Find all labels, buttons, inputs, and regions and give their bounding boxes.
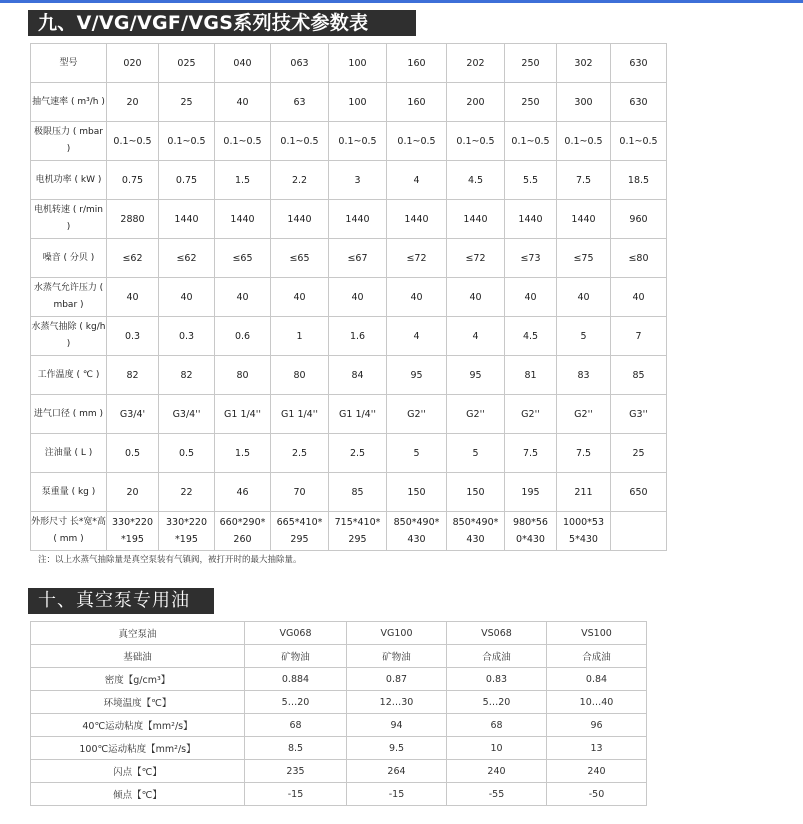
spec-cell: 7.5 bbox=[557, 161, 611, 200]
spec-cell: 630 bbox=[611, 44, 667, 83]
spec-cell: 0.1~0.5 bbox=[505, 122, 557, 161]
spec-cell: 81 bbox=[505, 356, 557, 395]
spec-cell: G3/4'' bbox=[159, 395, 215, 434]
spec-row-label: 工作温度 ( ℃ ) bbox=[31, 356, 107, 395]
spec-cell: 84 bbox=[329, 356, 387, 395]
oil-cell: 0.884 bbox=[245, 668, 347, 691]
spec-cell: 20 bbox=[107, 473, 159, 512]
spec-cell: 20 bbox=[107, 83, 159, 122]
oil-cell: -15 bbox=[347, 783, 447, 806]
spec-cell: 0.1~0.5 bbox=[611, 122, 667, 161]
spec-cell: 0.5 bbox=[159, 434, 215, 473]
spec-cell: 40 bbox=[215, 83, 271, 122]
oil-cell: VS100 bbox=[547, 622, 647, 645]
spec-row bbox=[31, 122, 667, 161]
spec-cell: 250 bbox=[505, 83, 557, 122]
spec-cell: 960 bbox=[611, 200, 667, 239]
oil-row-label: 40℃运动粘度【mm²/s】 bbox=[31, 714, 245, 737]
spec-cell: 83 bbox=[557, 356, 611, 395]
spec-row bbox=[31, 317, 667, 356]
oil-row-label: 环境温度【℃】 bbox=[31, 691, 245, 714]
oil-row-label: 基础油 bbox=[31, 645, 245, 668]
spec-row bbox=[31, 395, 667, 434]
spec-cell: 0.5 bbox=[107, 434, 159, 473]
spec-cell: 82 bbox=[159, 356, 215, 395]
section-title-specs: 九、V/VG/VGF/VGS系列技术参数表 bbox=[28, 10, 416, 36]
spec-cell: 160 bbox=[387, 83, 447, 122]
oil-row bbox=[31, 645, 647, 668]
spec-cell: 4.5 bbox=[505, 317, 557, 356]
spec-cell: 82 bbox=[107, 356, 159, 395]
spec-cell: 40 bbox=[557, 278, 611, 317]
spec-cell: 2.5 bbox=[271, 434, 329, 473]
spec-cell: 4 bbox=[447, 317, 505, 356]
spec-cell: G1 1/4'' bbox=[271, 395, 329, 434]
spec-cell: 040 bbox=[215, 44, 271, 83]
oil-cell: 68 bbox=[447, 714, 547, 737]
oil-row bbox=[31, 737, 647, 760]
spec-cell: 40 bbox=[159, 278, 215, 317]
spec-cell: 0.3 bbox=[159, 317, 215, 356]
spec-cell: ≤73 bbox=[505, 239, 557, 278]
oil-cell: 合成油 bbox=[547, 645, 647, 668]
spec-cell: 1440 bbox=[271, 200, 329, 239]
spec-cell: 200 bbox=[447, 83, 505, 122]
spec-cell: 0.75 bbox=[159, 161, 215, 200]
spec-cell: 63 bbox=[271, 83, 329, 122]
spec-row bbox=[31, 512, 667, 551]
oil-cell: 68 bbox=[245, 714, 347, 737]
oil-cell: 94 bbox=[347, 714, 447, 737]
spec-cell: 0.1~0.5 bbox=[215, 122, 271, 161]
spec-row-label: 水蒸气允许压力 ( mbar ) bbox=[31, 278, 107, 317]
spec-row-label: 噪音 ( 分贝 ) bbox=[31, 239, 107, 278]
spec-cell: 850*490* 430 bbox=[447, 512, 505, 551]
oil-cell: 240 bbox=[547, 760, 647, 783]
spec-cell: 85 bbox=[329, 473, 387, 512]
spec-cell: 85 bbox=[611, 356, 667, 395]
spec-cell: 330*220 *195 bbox=[159, 512, 215, 551]
spec-cell: G1 1/4'' bbox=[329, 395, 387, 434]
spec-cell: 7.5 bbox=[557, 434, 611, 473]
oil-row bbox=[31, 760, 647, 783]
spec-cell: ≤65 bbox=[215, 239, 271, 278]
spec-cell: 660*290* 260 bbox=[215, 512, 271, 551]
oil-cell: -15 bbox=[245, 783, 347, 806]
spec-cell: 5 bbox=[557, 317, 611, 356]
spec-cell: ≤80 bbox=[611, 239, 667, 278]
spec-row-label: 水蒸气抽除 ( kg/h ) bbox=[31, 317, 107, 356]
spec-cell: 95 bbox=[447, 356, 505, 395]
spec-cell: 40 bbox=[505, 278, 557, 317]
spec-cell: 1.5 bbox=[215, 434, 271, 473]
oil-row bbox=[31, 691, 647, 714]
spec-cell: ≤75 bbox=[557, 239, 611, 278]
spec-cell: G2'' bbox=[387, 395, 447, 434]
oil-cell: 10 bbox=[447, 737, 547, 760]
spec-row bbox=[31, 473, 667, 512]
spec-cell: 1440 bbox=[505, 200, 557, 239]
spec-cell: 1000*53 5*430 bbox=[557, 512, 611, 551]
spec-cell: 211 bbox=[557, 473, 611, 512]
spec-cell: 4.5 bbox=[447, 161, 505, 200]
spec-cell: 0.3 bbox=[107, 317, 159, 356]
spec-cell: 715*410* 295 bbox=[329, 512, 387, 551]
spec-cell: 5.5 bbox=[505, 161, 557, 200]
spec-row-label: 泵重量 ( kg ) bbox=[31, 473, 107, 512]
spec-cell: 25 bbox=[611, 434, 667, 473]
spec-cell: 020 bbox=[107, 44, 159, 83]
oil-cell: VG100 bbox=[347, 622, 447, 645]
spec-cell: G2'' bbox=[447, 395, 505, 434]
spec-cell: G2'' bbox=[505, 395, 557, 434]
oil-cell: 235 bbox=[245, 760, 347, 783]
spec-cell: 665*410* 295 bbox=[271, 512, 329, 551]
spec-cell: 302 bbox=[557, 44, 611, 83]
spec-cell: 1440 bbox=[215, 200, 271, 239]
spec-row bbox=[31, 434, 667, 473]
spec-row bbox=[31, 278, 667, 317]
spec-cell: 0.1~0.5 bbox=[107, 122, 159, 161]
oil-row-label: 闪点【℃】 bbox=[31, 760, 245, 783]
spec-cell: 40 bbox=[387, 278, 447, 317]
spec-cell: ≤62 bbox=[107, 239, 159, 278]
spec-cell: 1440 bbox=[387, 200, 447, 239]
oil-row-label: 真空泵油 bbox=[31, 622, 245, 645]
spec-row-label: 进气口径 ( mm ) bbox=[31, 395, 107, 434]
spec-cell: ≤72 bbox=[447, 239, 505, 278]
spec-row-label: 极限压力 ( mbar ) bbox=[31, 122, 107, 161]
oil-cell: 5…20 bbox=[447, 691, 547, 714]
spec-cell: 22 bbox=[159, 473, 215, 512]
spec-cell: 0.1~0.5 bbox=[329, 122, 387, 161]
oil-cell: 0.84 bbox=[547, 668, 647, 691]
spec-cell: 850*490* 430 bbox=[387, 512, 447, 551]
spec-cell: 40 bbox=[107, 278, 159, 317]
spec-row bbox=[31, 200, 667, 239]
spec-cell: 5 bbox=[387, 434, 447, 473]
spec-row-label: 电机转速 ( r/min ) bbox=[31, 200, 107, 239]
spec-cell: 150 bbox=[447, 473, 505, 512]
spec-cell: 025 bbox=[159, 44, 215, 83]
spec-cell: 1440 bbox=[329, 200, 387, 239]
spec-cell: ≤62 bbox=[159, 239, 215, 278]
spec-cell: 100 bbox=[329, 83, 387, 122]
spec-table bbox=[30, 43, 667, 551]
spec-cell: 2.2 bbox=[271, 161, 329, 200]
oil-cell: VS068 bbox=[447, 622, 547, 645]
spec-cell: 4 bbox=[387, 161, 447, 200]
oil-cell: 矿物油 bbox=[245, 645, 347, 668]
spec-cell: 202 bbox=[447, 44, 505, 83]
spec-cell: 7 bbox=[611, 317, 667, 356]
spec-cell: 80 bbox=[271, 356, 329, 395]
spec-cell: ≤65 bbox=[271, 239, 329, 278]
spec-cell: 70 bbox=[271, 473, 329, 512]
oil-row bbox=[31, 714, 647, 737]
oil-row-label: 100℃运动粘度【mm²/s】 bbox=[31, 737, 245, 760]
spec-cell: 0.1~0.5 bbox=[447, 122, 505, 161]
spec-cell: 1 bbox=[271, 317, 329, 356]
footnote: 注：以上水蒸气抽除量是真空泵装有气镇阀，被打开时的最大抽除量。 bbox=[38, 555, 302, 565]
spec-cell: 18.5 bbox=[611, 161, 667, 200]
spec-row-label: 型号 bbox=[31, 44, 107, 83]
spec-row bbox=[31, 356, 667, 395]
oil-cell: 264 bbox=[347, 760, 447, 783]
spec-cell: 95 bbox=[387, 356, 447, 395]
spec-cell: 4 bbox=[387, 317, 447, 356]
spec-cell: 1.6 bbox=[329, 317, 387, 356]
oil-row-label: 密度【g/cm³】 bbox=[31, 668, 245, 691]
spec-cell: 2.5 bbox=[329, 434, 387, 473]
spec-row bbox=[31, 239, 667, 278]
oil-cell: 12…30 bbox=[347, 691, 447, 714]
oil-cell: 13 bbox=[547, 737, 647, 760]
oil-cell: 矿物油 bbox=[347, 645, 447, 668]
spec-cell: 40 bbox=[447, 278, 505, 317]
spec-row bbox=[31, 161, 667, 200]
oil-cell: 0.83 bbox=[447, 668, 547, 691]
oil-table bbox=[30, 621, 647, 806]
oil-row bbox=[31, 622, 647, 645]
section-title-oil: 十、真空泵专用油 bbox=[28, 588, 214, 614]
spec-cell: ≤72 bbox=[387, 239, 447, 278]
spec-cell: 0.1~0.5 bbox=[271, 122, 329, 161]
spec-row-label: 抽气速率 ( m³/h ) bbox=[31, 83, 107, 122]
spec-cell: G2'' bbox=[557, 395, 611, 434]
spec-cell: 40 bbox=[215, 278, 271, 317]
oil-cell: 8.5 bbox=[245, 737, 347, 760]
spec-cell: 2880 bbox=[107, 200, 159, 239]
oil-row bbox=[31, 783, 647, 806]
oil-row-label: 倾点【℃】 bbox=[31, 783, 245, 806]
spec-cell: 330*220 *195 bbox=[107, 512, 159, 551]
spec-row-label: 注油量 ( L ) bbox=[31, 434, 107, 473]
spec-cell: 0.1~0.5 bbox=[159, 122, 215, 161]
spec-cell: 40 bbox=[271, 278, 329, 317]
spec-cell: ≤67 bbox=[329, 239, 387, 278]
spec-cell: G3/4' bbox=[107, 395, 159, 434]
oil-cell: 合成油 bbox=[447, 645, 547, 668]
spec-cell: G3'' bbox=[611, 395, 667, 434]
spec-cell: 25 bbox=[159, 83, 215, 122]
spec-cell: 0.1~0.5 bbox=[387, 122, 447, 161]
spec-cell: 195 bbox=[505, 473, 557, 512]
oil-cell: 9.5 bbox=[347, 737, 447, 760]
spec-cell: 5 bbox=[447, 434, 505, 473]
spec-cell: 1440 bbox=[159, 200, 215, 239]
top-accent-rule bbox=[0, 0, 803, 3]
spec-cell: 300 bbox=[557, 83, 611, 122]
spec-row bbox=[31, 83, 667, 122]
spec-cell: 1440 bbox=[447, 200, 505, 239]
spec-cell: 063 bbox=[271, 44, 329, 83]
oil-cell: 240 bbox=[447, 760, 547, 783]
spec-cell bbox=[611, 512, 667, 551]
spec-cell: G1 1/4'' bbox=[215, 395, 271, 434]
spec-cell: 3 bbox=[329, 161, 387, 200]
oil-cell: -55 bbox=[447, 783, 547, 806]
spec-row-label: 电机功率 ( kW ) bbox=[31, 161, 107, 200]
spec-row bbox=[31, 44, 667, 83]
spec-cell: 150 bbox=[387, 473, 447, 512]
spec-cell: 40 bbox=[329, 278, 387, 317]
spec-cell: 250 bbox=[505, 44, 557, 83]
oil-row bbox=[31, 668, 647, 691]
spec-cell: 630 bbox=[611, 83, 667, 122]
spec-cell: 0.1~0.5 bbox=[557, 122, 611, 161]
spec-cell: 980*56 0*430 bbox=[505, 512, 557, 551]
spec-cell: 160 bbox=[387, 44, 447, 83]
spec-cell: 40 bbox=[611, 278, 667, 317]
spec-cell: 7.5 bbox=[505, 434, 557, 473]
spec-cell: 80 bbox=[215, 356, 271, 395]
spec-cell: 46 bbox=[215, 473, 271, 512]
oil-cell: 96 bbox=[547, 714, 647, 737]
oil-cell: 5…20 bbox=[245, 691, 347, 714]
oil-cell: VG068 bbox=[245, 622, 347, 645]
spec-cell: 100 bbox=[329, 44, 387, 83]
spec-cell: 1.5 bbox=[215, 161, 271, 200]
spec-cell: 0.6 bbox=[215, 317, 271, 356]
spec-row-label: 外形尺寸 长*宽*高 ( mm ) bbox=[31, 512, 107, 551]
spec-cell: 0.75 bbox=[107, 161, 159, 200]
spec-cell: 1440 bbox=[557, 200, 611, 239]
spec-cell: 650 bbox=[611, 473, 667, 512]
oil-cell: -50 bbox=[547, 783, 647, 806]
oil-cell: 10…40 bbox=[547, 691, 647, 714]
oil-cell: 0.87 bbox=[347, 668, 447, 691]
